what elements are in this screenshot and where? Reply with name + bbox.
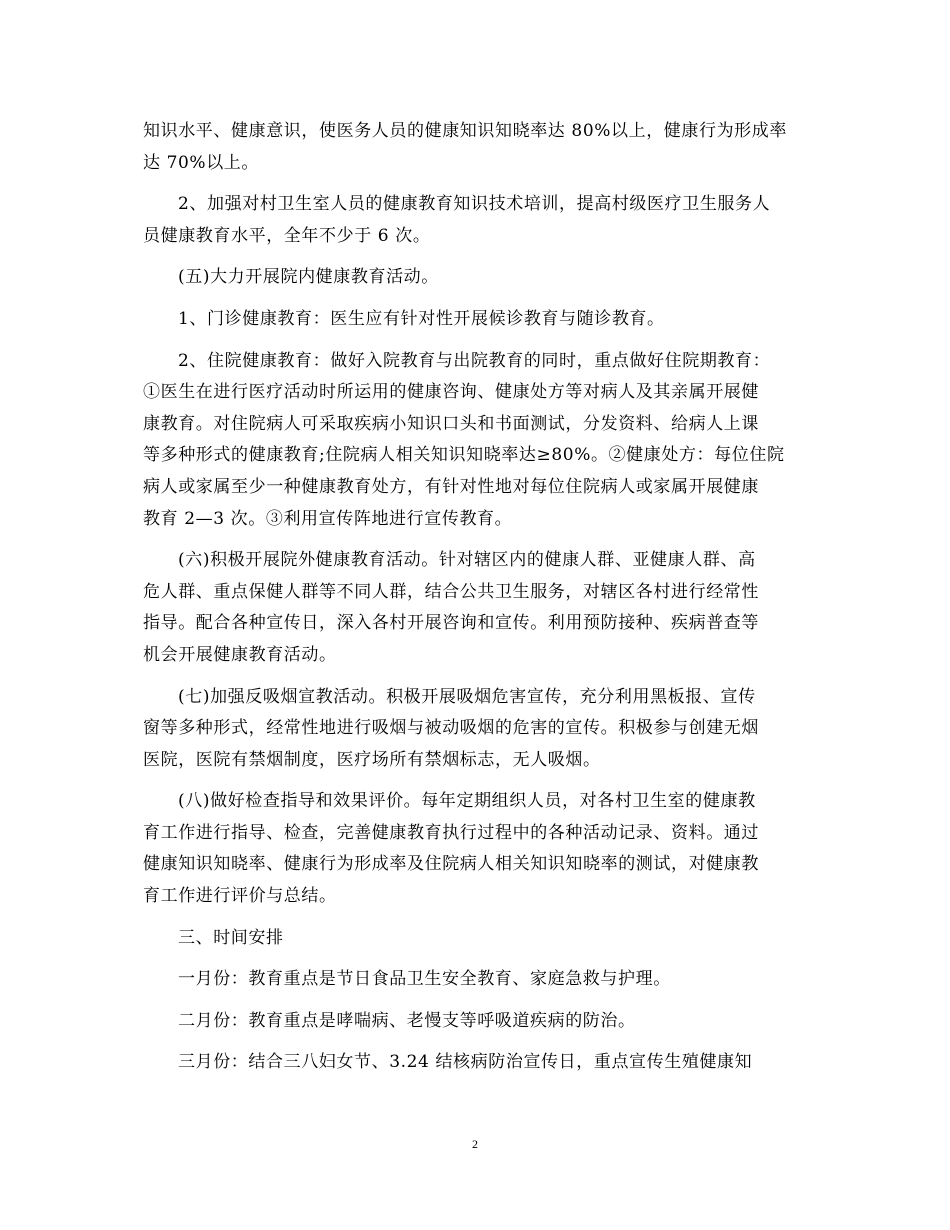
page-number: 2 — [472, 1137, 478, 1151]
text-line: 病人或家属至少一种健康教育处方，有针对性地对每位住院病人或家属开展健康 — [143, 476, 759, 497]
text-line: 等多种形式的健康教育;住院病人相关知识知晓率达≥80%。②健康处方：每位住院 — [143, 445, 785, 466]
text-line: 康教育。对住院病人可采取疾病小知识口头和书面测试，分发资料、给病人上课 — [143, 413, 759, 434]
paragraph — [143, 923, 811, 955]
text-line: 知识水平、健康意识，使医务人员的健康知识知晓率达 80%以上，健康行为形成率 — [143, 121, 787, 141]
paragraph — [143, 262, 811, 294]
text-line: 2、住院健康教育：做好入院教育与出院教育的同时，重点做好住院期教育： — [178, 350, 771, 371]
text-line: 员健康教育水平，全年不少于 6 次。 — [143, 225, 431, 246]
text-line: 2、加强对村卫生室人员的健康教育知识技术培训，提高村级医疗卫生服务人 — [178, 194, 771, 215]
paragraph — [143, 116, 811, 179]
text-line: 教育 2—3 次。③利用宣传阵地进行宣传教育。 — [143, 508, 513, 529]
text-line: 机会开展健康教育活动。 — [143, 644, 337, 665]
text-line: ①医生在进行医疗活动时所运用的健康咨询、健康处方等对病人及其亲属开展健 — [143, 382, 759, 403]
text-line: (五)大力开展院内健康教育活动。 — [178, 267, 439, 288]
document-body — [143, 116, 811, 1089]
text-line: 育工作进行评价与总结。 — [143, 886, 337, 907]
text-line: 三、时间安排 — [178, 927, 284, 948]
text-line: 健康知识知晓率、健康行为形成率及住院病人相关知识知晓率的测试，对健康教 — [143, 854, 759, 875]
text-line: 育工作进行指导、检查，完善健康教育执行过程中的各种活动记录、资料。通过 — [143, 822, 759, 843]
text-line: (六)积极开展院外健康教育活动。针对辖区内的健康人群、亚健康人群、高 — [178, 550, 756, 571]
paragraph — [143, 346, 811, 536]
paragraph — [143, 964, 811, 996]
paragraph — [143, 1047, 811, 1079]
paragraph — [143, 786, 811, 912]
paragraph — [143, 1006, 811, 1038]
text-line: 一月份：教育重点是节日食品卫生安全教育、家庭急救与护理。 — [178, 969, 671, 990]
text-line: 窗等多种形式，经常性地进行吸烟与被动吸烟的危害的宣传。积极参与创建无烟 — [143, 718, 759, 739]
text-line: 三月份：结合三八妇女节、3.24 结核病防治宣传日，重点宣传生殖健康知 — [178, 1052, 753, 1073]
paragraph — [143, 545, 811, 671]
text-line: 1、门诊健康教育：医生应有针对性开展候诊教育与随诊教育。 — [178, 308, 665, 329]
paragraph — [143, 189, 811, 252]
text-line: (八)做好检查指导和效果评价。每年定期组织人员，对各村卫生室的健康教 — [178, 791, 756, 812]
paragraph — [143, 304, 811, 336]
text-line: 二月份：教育重点是哮喘病、老慢支等呼吸道疾病的防治。 — [178, 1010, 636, 1031]
text-line: 达 70%以上。 — [143, 152, 259, 173]
paragraph — [143, 682, 811, 777]
text-line: (七)加强反吸烟宣教活动。积极开展吸烟危害宣传，充分利用黑板报、宣传 — [178, 686, 756, 707]
text-line: 指导。配合各种宣传日，深入各村开展咨询和宣传。利用预防接种、疾病普查等 — [143, 613, 759, 634]
text-line: 危人群、重点保健人群等不同人群，结合公共卫生服务，对辖区各村进行经常性 — [143, 581, 759, 602]
text-line: 医院，医院有禁烟制度，医疗场所有禁烟标志，无人吸烟。 — [143, 749, 601, 770]
